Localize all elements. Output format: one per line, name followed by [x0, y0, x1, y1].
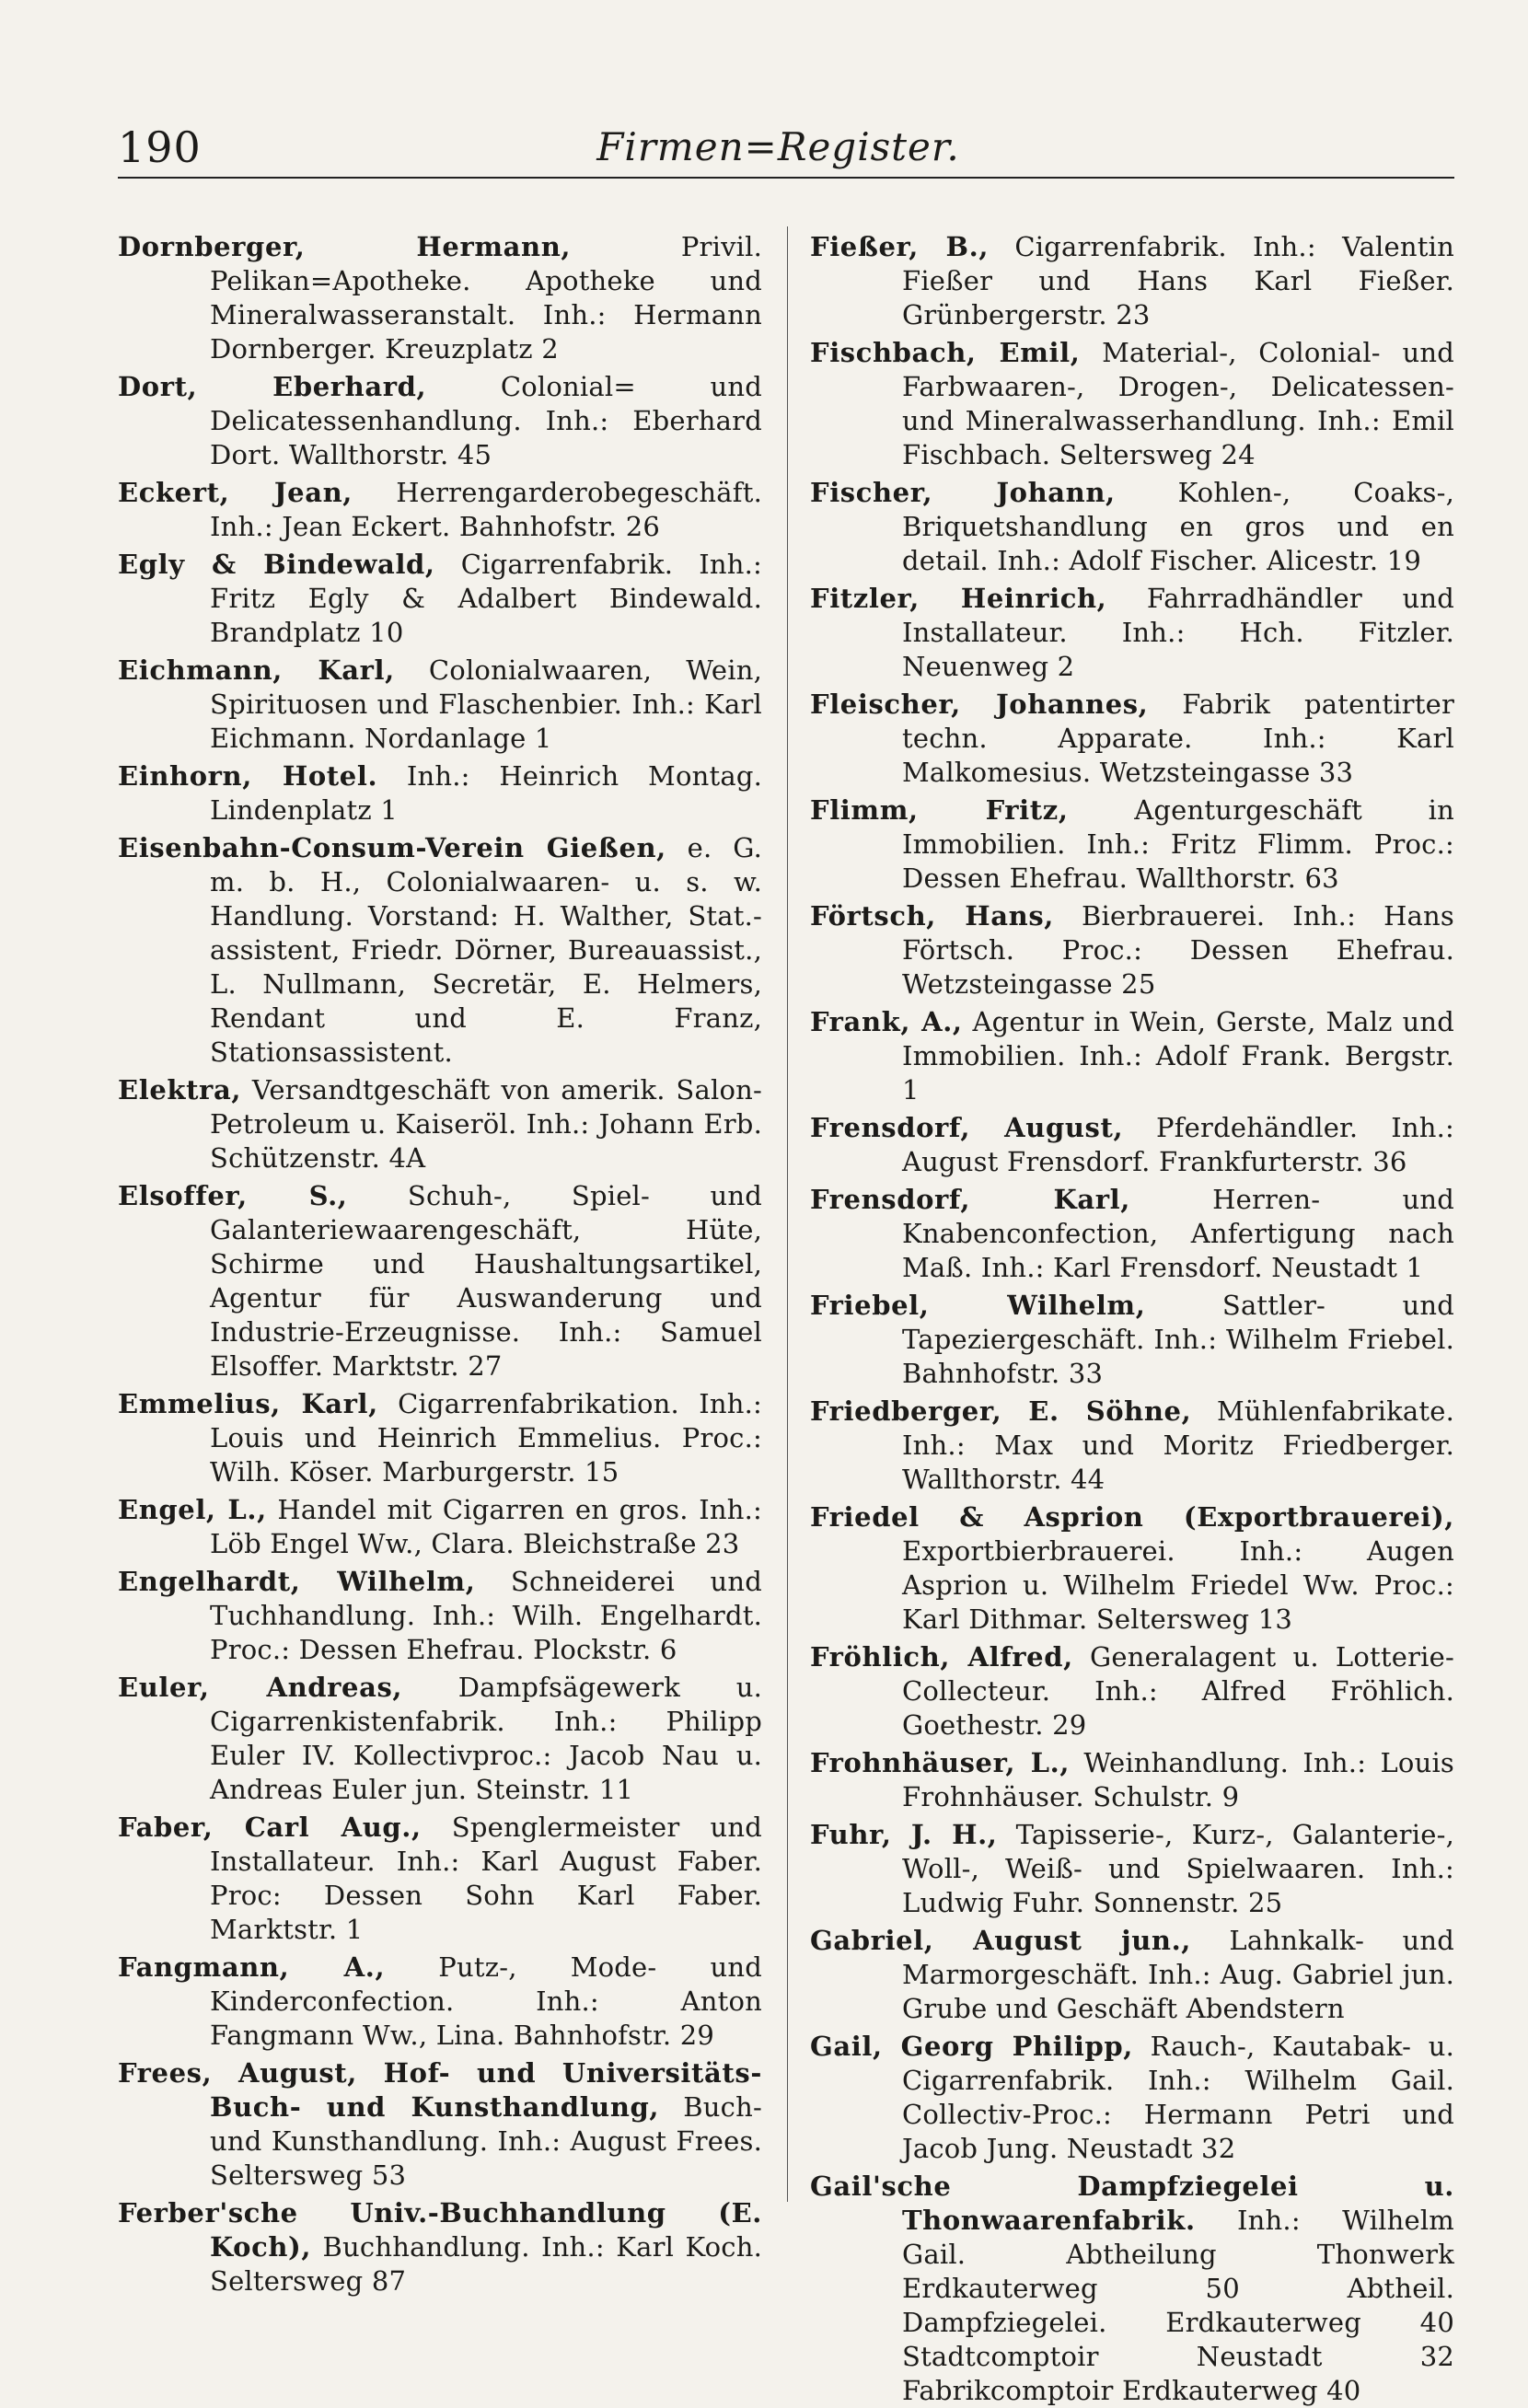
firm-details: Fahrradhändler und Installateur. Inh.: Hch. Fitzler. Neuenweg 2	[902, 583, 1455, 682]
firm-details: e. G. m. b. H., Colonialwaaren- u. s. w. Handlung. Vorstand: H. Walther, Stat.-assistent, Friedr. Dörner, Bureauassist., L. Nullmann, Secretär, E. Helmers, Rendant und E. Franz, Stationsassistent.	[210, 832, 762, 1068]
firm-details: Fabrik patentirter techn. Apparate. Inh.: Karl Malkomesius. Wetzsteingasse 33	[902, 689, 1455, 788]
right-column	[810, 230, 1454, 2408]
firm-entry	[810, 1746, 1454, 1814]
firm-entry	[118, 476, 762, 544]
firm-entry	[810, 336, 1454, 472]
firm-name: Friebel, Wilhelm,	[810, 1290, 1146, 1321]
firm-details: Tapisserie-, Kurz-, Galanterie-, Woll-, Weiß- und Spielwaaren. Inh.: Ludwig Fuhr. Sonnenstr. 25	[902, 1819, 1454, 1918]
firm-entry	[810, 1395, 1454, 1497]
firm-name: Fitzler, Heinrich,	[810, 583, 1107, 614]
firm-entry	[118, 1951, 762, 2053]
firm-name: Frensdorf, August,	[810, 1112, 1124, 1143]
firm-details: Cigarrenfabrikation. Inh.: Louis und Heinrich Emmelius. Proc.: Wilh. Köser. Marburgerstr. 15	[210, 1388, 763, 1488]
firm-entry	[810, 1640, 1454, 1742]
firm-details: Material-, Colonial- und Farbwaaren-, Drogen-, Delicatessen- und Mineralwasserhandlung. Inh.: Emil Fischbach. Seltersweg 24	[902, 337, 1454, 470]
firm-entry	[118, 2056, 762, 2193]
firm-entry	[810, 688, 1454, 790]
firm-entry	[118, 370, 762, 472]
firm-name: Fleischer, Johannes,	[810, 689, 1149, 720]
firm-details: Kohlen-, Coaks-, Briquetshandlung en gros und en detail. Inh.: Adolf Fischer. Alicestr. 19	[902, 477, 1455, 576]
firm-name: Friedel & Asprion (Exportbrauerei),	[810, 1501, 1454, 1533]
firm-details: Bierbrauerei. Inh.: Hans Förtsch. Proc.: Dessen Ehefrau. Wetzsteingasse 25	[902, 900, 1455, 1000]
firm-details: Agentur in Wein, Gerste, Malz und Immobilien. Inh.: Adolf Frank. Bergstr. 1	[902, 1006, 1454, 1106]
firm-name: Frohnhäuser, L.,	[810, 1747, 1071, 1778]
firm-details: Herrengarderobegeschäft. Inh.: Jean Eckert. Bahnhofstr. 26	[210, 477, 762, 542]
firm-entry	[118, 230, 762, 366]
firm-details: Colonialwaaren, Wein, Spirituosen und Flaschenbier. Inh.: Karl Eichmann. Nordanlage 1	[210, 654, 762, 754]
firm-name: Fischbach, Emil,	[810, 337, 1081, 368]
firm-name: Frensdorf, Karl,	[810, 1184, 1130, 1215]
firm-name: Gail'sche Dampfziegelei u. Thonwaarenfabrik.	[810, 2171, 1454, 2236]
firm-details: Mühlenfabrikate. Inh.: Max und Moritz Friedberger. Wallthorstr. 44	[902, 1395, 1454, 1495]
firm-entry	[118, 2196, 762, 2298]
firm-name: Fießer, B.,	[810, 231, 990, 262]
firm-details: Inh.: Heinrich Montag. Lindenplatz 1	[210, 760, 763, 826]
firm-entry	[118, 1565, 762, 1667]
firm-name: Dornberger, Hermann,	[118, 231, 572, 262]
firm-name: Dort, Eberhard,	[118, 371, 427, 402]
firm-details: Putz-, Mode- und Kinderconfection. Inh.: Anton Fangmann Ww., Lina. Bahnhofstr. 29	[210, 1951, 763, 2051]
firm-details: Schuh-, Spiel- und Galanteriewaarengeschäft, Hüte, Schirme und Haushaltungsartikel, Agentur für Auswanderung und Industrie-Erzeugnisse. Inh.: Samuel Elsoffer. Marktstr. 27	[210, 1180, 762, 1382]
firm-name: Frees, August, Hof- und Universitäts-Buch- und Kunsthandlung,	[118, 2057, 762, 2123]
firm-name: Engel, L.,	[118, 1494, 267, 1525]
firm-entry	[118, 1493, 762, 1561]
firm-entry	[118, 1671, 762, 1807]
firm-name: Ferber'sche Univ.-Buchhandlung (E. Koch),	[118, 2197, 762, 2263]
firm-name: Euler, Andreas,	[118, 1672, 403, 1703]
firm-entry	[118, 759, 762, 828]
firm-name: Fröhlich, Alfred,	[810, 1641, 1073, 1673]
firm-name: Gabriel, August jun.,	[810, 1925, 1191, 1956]
page-number: 190	[118, 122, 202, 172]
firm-name: Fangmann, A.,	[118, 1951, 386, 1983]
firm-details: Cigarrenfabrik. Inh.: Valentin Fießer und Hans Karl Fießer. Grünbergerstr. 23	[902, 231, 1454, 330]
firm-details: Colonial= und Delicatessenhandlung. Inh.: Eberhard Dort. Wallthorstr. 45	[210, 371, 763, 470]
firm-details: Exportbierbrauerei. Inh.: Augen Asprion u. Wilhelm Friedel Ww. Proc.: Karl Dithmar. Seltersweg 13	[902, 1535, 1454, 1635]
firm-entry	[810, 1183, 1454, 1285]
firm-details: Agenturgeschäft in Immobilien. Inh.: Fritz Flimm. Proc.: Dessen Ehefrau. Wallthorstr. 63	[902, 794, 1455, 894]
firm-entry	[810, 1111, 1454, 1179]
firm-details: Rauch-, Kautabak- u. Cigarrenfabrik. Inh.: Wilhelm Gail. Collectiv-Proc.: Hermann Petri und Jacob Jung. Neustadt 32	[902, 2031, 1454, 2164]
firm-entry	[118, 831, 762, 1070]
firm-name: Einhorn, Hotel.	[118, 760, 378, 792]
firm-entry	[810, 793, 1454, 896]
firm-details: Inh.: Wilhelm Gail. Abtheilung Thonwerk Erdkauterweg 50 Abtheil. Dampfziegelei. Erdkauterweg 40 Stadtcomptoir Neustadt 32 Fabrikcomptoir Erdkauterweg 40	[902, 2205, 1454, 2406]
firm-name: Friedberger, E. Söhne,	[810, 1395, 1192, 1427]
firm-details: Schneiderei und Tuchhandlung. Inh.: Wilh. Engelhardt. Proc.: Dessen Ehefrau. Plockstr. 6	[210, 1566, 762, 1665]
column-divider	[787, 226, 788, 2202]
firm-name: Faber, Carl Aug.,	[118, 1812, 422, 1843]
firm-details: Weinhandlung. Inh.: Louis Frohnhäuser. Schulstr. 9	[902, 1747, 1455, 1812]
left-column	[118, 230, 762, 2298]
page-header	[118, 118, 1439, 177]
firm-entry	[118, 1811, 762, 1947]
firm-details: Spenglermeister und Installateur. Inh.: Karl August Faber. Proc: Dessen Sohn Karl Faber. Marktstr. 1	[210, 1812, 762, 1945]
header-rule	[118, 177, 1454, 179]
firm-name: Fuhr, J. H.,	[810, 1819, 998, 1850]
firm-entry	[810, 1818, 1454, 1920]
firm-entry	[810, 1924, 1454, 2026]
firm-details: Buch- und Kunsthandlung. Inh.: August Frees. Seltersweg 53	[210, 2091, 763, 2191]
firm-entry	[118, 548, 762, 650]
firm-entry	[810, 1500, 1454, 1637]
firm-details: Herren- und Knabenconfection, Anfertigung nach Maß. Inh.: Karl Frensdorf. Neustadt 1	[902, 1184, 1455, 1283]
firm-name: Elsoffer, S.,	[118, 1180, 348, 1211]
firm-entry	[118, 1073, 762, 1175]
firm-entry	[810, 582, 1454, 684]
firm-name: Elektra,	[118, 1074, 242, 1106]
firm-name: Gail, Georg Philipp,	[810, 2031, 1133, 2062]
firm-name: Flimm, Fritz,	[810, 794, 1069, 826]
firm-name: Engelhardt, Wilhelm,	[118, 1566, 476, 1597]
firm-name: Emmelius, Karl,	[118, 1388, 378, 1419]
running-head: Firmen=Register.	[596, 124, 960, 169]
firm-details: Dampfsägewerk u. Cigarrenkistenfabrik. Inh.: Philipp Euler IV. Kollectivproc.: Jacob Nau u. Andreas Euler jun. Steinstr. 11	[210, 1672, 762, 1805]
firm-details: Cigarrenfabrik. Inh.: Fritz Egly & Adalbert Bindewald. Brandplatz 10	[210, 549, 763, 648]
firm-details: Pferdehändler. Inh.: August Frensdorf. Frankfurterstr. 36	[902, 1112, 1455, 1177]
firm-details: Lahnkalk- und Marmorgeschäft. Inh.: Aug. Gabriel jun. Grube und Geschäft Abendstern	[902, 1925, 1455, 2024]
firm-name: Fischer, Johann,	[810, 477, 1116, 508]
firm-entry	[810, 2030, 1454, 2166]
firm-details: Buchhandlung. Inh.: Karl Koch. Seltersweg 87	[210, 2231, 762, 2297]
firm-details: Generalagent u. Lotterie-Collecteur. Inh.: Alfred Fröhlich. Goethestr. 29	[902, 1641, 1455, 1741]
firm-details: Versandtgeschäft von amerik. Salon-Petroleum u. Kaiseröl. Inh.: Johann Erb. Schützenstr. 4A	[210, 1074, 763, 1174]
firm-entry	[810, 476, 1454, 578]
firm-entry	[810, 230, 1454, 332]
firm-details: Privil. Pelikan=Apotheke. Apotheke und Mineralwasseranstalt. Inh.: Hermann Dornberger. Kreuzplatz 2	[210, 231, 763, 365]
firm-details: Handel mit Cigarren en gros. Inh.: Löb Engel Ww., Clara. Bleichstraße 23	[210, 1494, 762, 1559]
firm-entry	[118, 1387, 762, 1489]
firm-entry	[810, 1289, 1454, 1391]
firm-name: Förtsch, Hans,	[810, 900, 1054, 932]
firm-entry	[810, 2170, 1454, 2408]
firm-entry	[118, 1179, 762, 1383]
firm-entry	[118, 654, 762, 756]
firm-name: Eckert, Jean,	[118, 477, 353, 508]
firm-details: Sattler- und Tapeziergeschäft. Inh.: Wilhelm Friebel. Bahnhofstr. 33	[902, 1290, 1455, 1389]
firm-entry	[810, 899, 1454, 1001]
firm-name: Eichmann, Karl,	[118, 654, 395, 686]
firm-name: Frank, A.,	[810, 1006, 963, 1037]
firm-name: Eisenbahn-Consum-Verein Gießen,	[118, 832, 666, 863]
firm-entry	[810, 1005, 1454, 1107]
firm-name: Egly & Bindewald,	[118, 549, 435, 580]
